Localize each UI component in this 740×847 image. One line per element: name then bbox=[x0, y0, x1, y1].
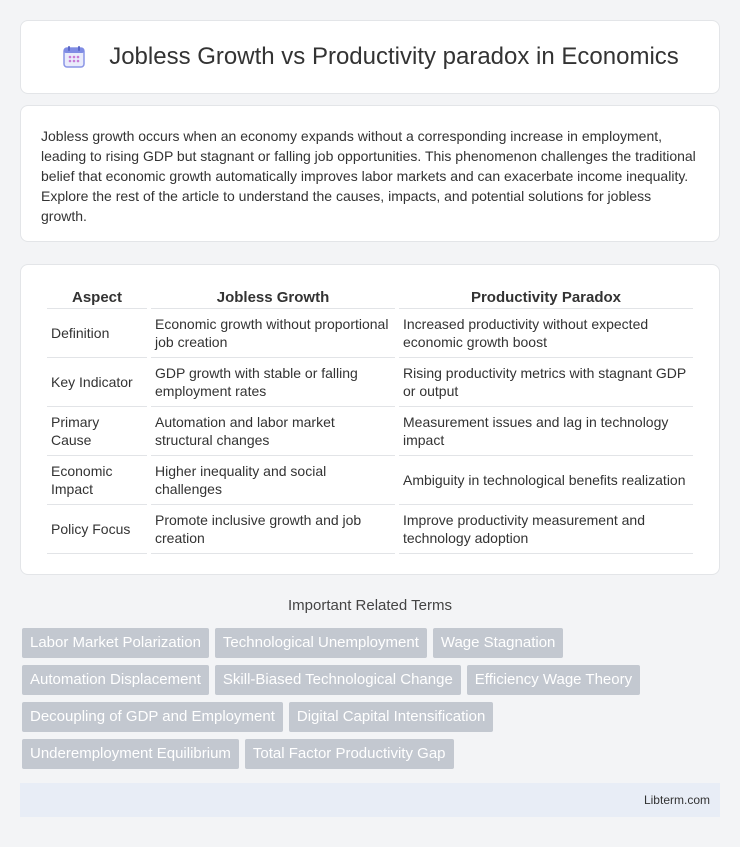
table-row bbox=[47, 456, 693, 505]
row-aspect: Key Indicator bbox=[47, 358, 147, 407]
row-jobless: Automation and labor market structural changes bbox=[151, 407, 395, 456]
related-term-tag[interactable]: Automation Displacement bbox=[22, 665, 209, 695]
row-aspect: Policy Focus bbox=[47, 505, 147, 554]
row-paradox: Ambiguity in technological benefits realization bbox=[399, 456, 693, 505]
intro-paragraph: Jobless growth occurs when an economy expands without a corresponding increase in employment, leading to rising GDP but stagnant or falling job opportunities. This phenomenon challenges the traditional belief that economic growth automatically improves labor markets and can exacerbate income inequality. Explore the rest of the article to understand the causes, impacts, and potential solutions for jobless growth. bbox=[41, 128, 696, 224]
related-term-tag[interactable]: Skill-Biased Technological Change bbox=[215, 665, 461, 695]
footer bbox=[20, 783, 720, 817]
tag-row bbox=[22, 739, 722, 769]
table-row bbox=[47, 358, 693, 407]
page-title: Jobless Growth vs Productivity paradox in Economics bbox=[109, 43, 679, 70]
related-term-tag[interactable]: Labor Market Polarization bbox=[22, 628, 209, 658]
intro-card bbox=[20, 105, 720, 242]
header-card bbox=[20, 20, 720, 94]
row-paradox: Measurement issues and lag in technology impact bbox=[399, 407, 693, 456]
comparison-table-card bbox=[20, 264, 720, 575]
related-term-tag[interactable]: Digital Capital Intensification bbox=[289, 702, 493, 732]
row-jobless: GDP growth with stable or falling employment rates bbox=[151, 358, 395, 407]
row-paradox: Increased productivity without expected economic growth boost bbox=[399, 309, 693, 358]
comparison-table bbox=[43, 283, 697, 554]
related-terms-title: Important Related Terms bbox=[288, 597, 452, 614]
header-productivity-paradox: Productivity Paradox bbox=[399, 283, 693, 309]
related-term-tag[interactable]: Underemployment Equilibrium bbox=[22, 739, 239, 769]
table-header-row bbox=[47, 283, 693, 309]
related-term-tag[interactable]: Total Factor Productivity Gap bbox=[245, 739, 454, 769]
tag-row bbox=[22, 628, 722, 658]
header-jobless-growth: Jobless Growth bbox=[151, 283, 395, 309]
row-aspect: Economic Impact bbox=[47, 456, 147, 505]
related-term-tag[interactable]: Wage Stagnation bbox=[433, 628, 564, 658]
row-paradox: Improve productivity measurement and technology adoption bbox=[399, 505, 693, 554]
row-jobless: Promote inclusive growth and job creation bbox=[151, 505, 395, 554]
row-jobless: Higher inequality and social challenges bbox=[151, 456, 395, 505]
calendar-icon bbox=[61, 44, 87, 70]
table-row bbox=[47, 309, 693, 358]
related-term-tag[interactable]: Technological Unemployment bbox=[215, 628, 427, 658]
related-terms-list bbox=[22, 628, 722, 776]
row-jobless: Economic growth without proportional job creation bbox=[151, 309, 395, 358]
table-row bbox=[47, 407, 693, 456]
related-term-tag[interactable]: Decoupling of GDP and Employment bbox=[22, 702, 283, 732]
table-row bbox=[47, 505, 693, 554]
related-term-tag[interactable]: Efficiency Wage Theory bbox=[467, 665, 640, 695]
row-aspect: Definition bbox=[47, 309, 147, 358]
header-aspect: Aspect bbox=[47, 283, 147, 309]
footer-brand-link[interactable]: Libterm.com bbox=[643, 793, 710, 807]
row-aspect: Primary Cause bbox=[47, 407, 147, 456]
tag-row bbox=[22, 702, 722, 732]
row-paradox: Rising productivity metrics with stagnant GDP or output bbox=[399, 358, 693, 407]
tag-row bbox=[22, 665, 722, 695]
